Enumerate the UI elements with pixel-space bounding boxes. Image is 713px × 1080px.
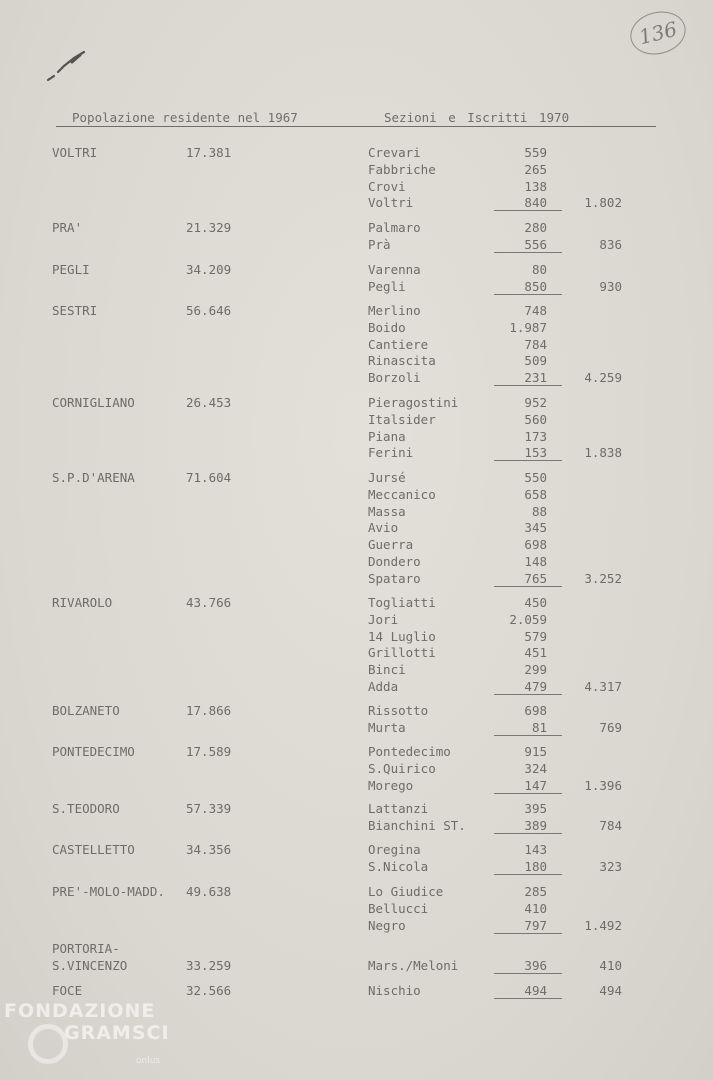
section-name: Avio bbox=[368, 520, 399, 536]
section-members: 345 bbox=[524, 520, 547, 536]
zone-name: CORNIGLIANO bbox=[52, 395, 135, 410]
section-members: 285 bbox=[524, 884, 547, 899]
zone-population: 57.339 bbox=[186, 801, 232, 816]
section-name: Dondero bbox=[368, 554, 421, 569]
section-name: 14 Luglio bbox=[368, 628, 436, 644]
zone-population: 32.566 bbox=[186, 983, 232, 998]
zone-total: 1.492 bbox=[584, 917, 622, 933]
subtotal-rule bbox=[494, 210, 562, 211]
section-name: Meccanico bbox=[368, 486, 436, 502]
section-members: 509 bbox=[524, 353, 547, 369]
header-sections: Sezioni e Iscritti 1970 bbox=[384, 110, 570, 125]
header-population: Popolazione residente nel 1967 bbox=[72, 110, 298, 125]
section-members: 173 bbox=[524, 428, 547, 444]
section-name: Voltri bbox=[368, 195, 414, 211]
zone-total: 930 bbox=[599, 278, 622, 294]
section-name: Mars./Meloni bbox=[368, 958, 459, 973]
section-members: 550 bbox=[524, 470, 547, 485]
section-members: 698 bbox=[524, 703, 547, 718]
zone-population: 56.646 bbox=[186, 303, 232, 318]
section-members: 80 bbox=[531, 262, 547, 277]
section-name: Grillotti bbox=[368, 645, 436, 661]
section-members: 180 bbox=[524, 858, 547, 874]
section-name: Bianchini ST. bbox=[368, 817, 466, 833]
subtotal-rule bbox=[494, 874, 562, 875]
zone-total: 494 bbox=[599, 983, 622, 998]
section-members: 280 bbox=[524, 220, 547, 235]
section-name: Lo Giudice bbox=[368, 884, 444, 899]
zone-population: 71.604 bbox=[186, 470, 232, 485]
subtotal-rule bbox=[494, 694, 562, 695]
ink-mark bbox=[44, 46, 92, 86]
logo-g-mark bbox=[28, 1024, 68, 1064]
section-members: 560 bbox=[524, 411, 547, 427]
logo-line2: GRAMSCI bbox=[64, 1022, 170, 1044]
zone-population: 33.259 bbox=[186, 958, 232, 973]
zone-total: 1.802 bbox=[584, 195, 622, 211]
section-members: 479 bbox=[524, 679, 547, 694]
section-name: Italsider bbox=[368, 411, 436, 427]
section-name: Binci bbox=[368, 662, 406, 678]
section-name: Massa bbox=[368, 503, 406, 519]
subtotal-rule bbox=[494, 735, 562, 736]
zone-population: 17.381 bbox=[186, 145, 232, 160]
zone-population: 43.766 bbox=[186, 595, 232, 610]
zone-name: FOCE bbox=[52, 983, 83, 998]
subtotal-rule bbox=[494, 973, 562, 974]
zone-name: S.TEODORO bbox=[52, 801, 120, 816]
section-name: Fabbriche bbox=[368, 161, 436, 177]
zone-name: PONTEDECIMO bbox=[52, 744, 135, 759]
section-members: 556 bbox=[524, 236, 547, 252]
section-members: 2.059 bbox=[509, 611, 547, 627]
section-name: Crevari bbox=[368, 145, 421, 160]
section-members: 299 bbox=[524, 662, 547, 678]
section-members: 410 bbox=[524, 900, 547, 916]
zone-population: 17.589 bbox=[186, 744, 232, 759]
zone-name-line2: S.VINCENZO bbox=[52, 958, 128, 973]
section-members: 915 bbox=[524, 744, 547, 759]
section-name: Negro bbox=[368, 917, 406, 933]
section-members: 658 bbox=[524, 486, 547, 502]
subtotal-rule bbox=[494, 793, 562, 794]
zone-population: 34.356 bbox=[186, 842, 232, 857]
section-members: 559 bbox=[524, 145, 547, 160]
section-name: Togliatti bbox=[368, 595, 436, 610]
section-members: 1.987 bbox=[509, 319, 547, 335]
subtotal-rule bbox=[494, 385, 562, 386]
section-name: Adda bbox=[368, 679, 399, 694]
zone-total: 323 bbox=[599, 858, 622, 874]
section-members: 265 bbox=[524, 161, 547, 177]
section-name: S.Quirico bbox=[368, 760, 436, 776]
section-members: 324 bbox=[524, 760, 547, 776]
section-name: Morego bbox=[368, 777, 414, 793]
section-name: Jursé bbox=[368, 470, 406, 485]
zone-name: VOLTRI bbox=[52, 145, 98, 160]
section-members: 389 bbox=[524, 817, 547, 833]
section-name: Crovi bbox=[368, 178, 406, 194]
zone-name: BOLZANETO bbox=[52, 703, 120, 718]
section-name: S.Nicola bbox=[368, 858, 429, 874]
section-members: 231 bbox=[524, 370, 547, 386]
section-members: 784 bbox=[524, 336, 547, 352]
section-members: 748 bbox=[524, 303, 547, 318]
section-name: Merlino bbox=[368, 303, 421, 318]
section-name: Pieragostini bbox=[368, 395, 459, 410]
section-name: Varenna bbox=[368, 262, 421, 277]
section-name: Spataro bbox=[368, 570, 421, 586]
section-members: 494 bbox=[524, 983, 547, 998]
zone-population: 49.638 bbox=[186, 884, 232, 899]
subtotal-rule bbox=[494, 933, 562, 934]
subtotal-rule bbox=[494, 586, 562, 587]
section-name: Pegli bbox=[368, 278, 406, 294]
section-name: Rissotto bbox=[368, 703, 429, 718]
header-rule bbox=[56, 126, 656, 127]
section-name: Jori bbox=[368, 611, 399, 627]
zone-total: 4.317 bbox=[584, 679, 622, 694]
section-members: 88 bbox=[531, 503, 547, 519]
section-members: 698 bbox=[524, 537, 547, 553]
section-members: 395 bbox=[524, 801, 547, 816]
section-name: Cantiere bbox=[368, 336, 429, 352]
zone-total: 1.396 bbox=[584, 777, 622, 793]
section-name: Borzoli bbox=[368, 370, 421, 386]
zone-total: 836 bbox=[599, 236, 622, 252]
subtotal-rule bbox=[494, 294, 562, 295]
subtotal-rule bbox=[494, 833, 562, 834]
zone-total: 410 bbox=[599, 958, 622, 973]
zone-population: 17.866 bbox=[186, 703, 232, 718]
logo-line1: FONDAZIONE bbox=[4, 1000, 156, 1022]
section-name: Oregina bbox=[368, 842, 421, 857]
section-members: 147 bbox=[524, 777, 547, 793]
section-members: 850 bbox=[524, 278, 547, 294]
section-members: 138 bbox=[524, 178, 547, 194]
zone-total: 1.838 bbox=[584, 445, 622, 461]
zone-name: RIVAROLO bbox=[52, 595, 113, 610]
section-members: 153 bbox=[524, 445, 547, 461]
subtotal-rule bbox=[494, 252, 562, 253]
section-members: 579 bbox=[524, 628, 547, 644]
section-members: 451 bbox=[524, 645, 547, 661]
section-members: 148 bbox=[524, 554, 547, 569]
section-name: Ferini bbox=[368, 445, 414, 461]
section-name: Pontedecimo bbox=[368, 744, 451, 759]
zone-total: 3.252 bbox=[584, 570, 622, 586]
zone-name: PORTORIA- bbox=[52, 941, 120, 956]
section-members: 143 bbox=[524, 842, 547, 857]
section-name: Palmaro bbox=[368, 220, 421, 235]
section-members: 450 bbox=[524, 595, 547, 610]
section-name: Rinascita bbox=[368, 353, 436, 369]
section-members: 797 bbox=[524, 917, 547, 933]
subtotal-rule bbox=[494, 998, 562, 999]
zone-total: 4.259 bbox=[584, 370, 622, 386]
zone-population: 34.209 bbox=[186, 262, 232, 277]
section-members: 765 bbox=[524, 570, 547, 586]
zone-name: PRA' bbox=[52, 220, 83, 235]
zone-population: 26.453 bbox=[186, 395, 232, 410]
zone-name: PEGLI bbox=[52, 262, 90, 277]
page-number-stamp: 136 bbox=[626, 6, 690, 60]
zone-name: SESTRI bbox=[52, 303, 98, 318]
section-name: Boido bbox=[368, 319, 406, 335]
zone-name: PRE'-MOLO-MADD. bbox=[52, 884, 165, 899]
section-name: Guerra bbox=[368, 537, 414, 553]
zone-total: 784 bbox=[599, 817, 622, 833]
zone-name: CASTELLETTO bbox=[52, 842, 135, 857]
subtotal-rule bbox=[494, 460, 562, 461]
zone-population: 21.329 bbox=[186, 220, 232, 235]
section-name: Lattanzi bbox=[368, 801, 429, 816]
section-members: 396 bbox=[524, 958, 547, 973]
zone-name: S.P.D'ARENA bbox=[52, 470, 135, 485]
section-name: Bellucci bbox=[368, 900, 429, 916]
zone-total: 769 bbox=[599, 719, 622, 735]
section-name: Piana bbox=[368, 428, 406, 444]
section-members: 952 bbox=[524, 395, 547, 410]
logo-sub: onlus bbox=[136, 1056, 161, 1066]
section-name: Nischio bbox=[368, 983, 421, 998]
section-name: Prà bbox=[368, 236, 391, 252]
section-members: 840 bbox=[524, 195, 547, 211]
section-members: 81 bbox=[531, 719, 547, 735]
section-name: Murta bbox=[368, 719, 406, 735]
